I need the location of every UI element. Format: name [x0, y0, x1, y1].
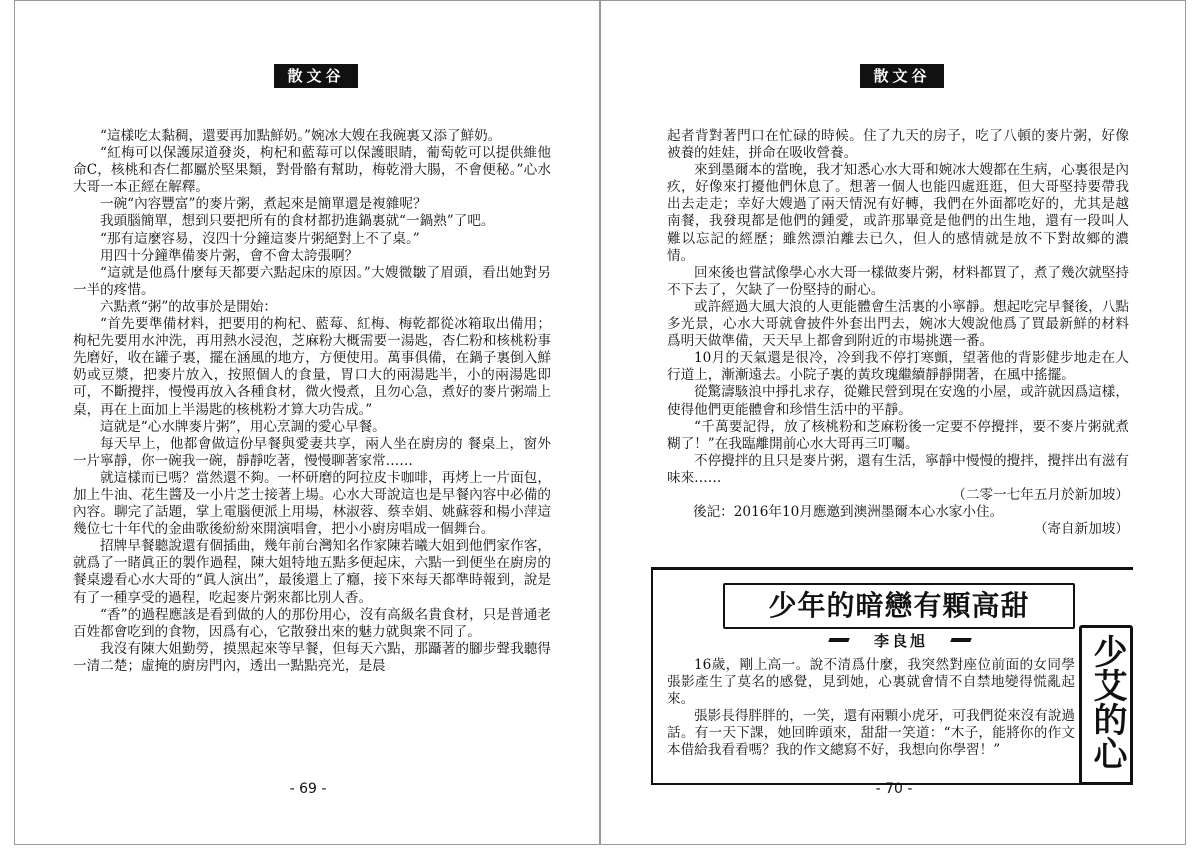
author-name: 李良旭 [873, 632, 928, 650]
author-ornament [950, 638, 971, 642]
divider [651, 567, 653, 785]
paragraph: 來到墨爾本的當晚，我才知悉心水大哥和婉冰大嫂都在生病，心裏很是內疚，好像來打擾他們休息了。想著一個人也能四處逛逛，但大哥堅持要帶我出去走走；幸好大嫂過了兩天情況有好轉，我們在外面都吃好的，尤其是越南餐，我發現都是他們的鍾愛，或許那畢竟是他們的出生地，還有一段叫人難以忘記的經歷；雖然漂泊離去已久，但人的感情就是放不下對故鄉的濃情。 [667, 162, 1129, 264]
paragraph: 六點煮“粥”的故事於是開始： [100, 298, 278, 315]
paragraph: 10月的天氣還是很冷，冷到我不停打寒顫，望著他的背影健步地走在人行道上，漸漸遠去。小院子裏的黃玫瑰繼續靜靜開著，在風中搖擺。 [667, 350, 1129, 384]
author-line [821, 630, 981, 648]
left-page [14, 0, 600, 845]
paragraph: 16歲，剛上高一。說不清爲什麼，我突然對座位前面的女同學張影產生了莫名的感覺，見到她，心裏就會情不自禁地變得慌亂起來。 [667, 657, 1075, 708]
source-note: （寄自新加坡） [1033, 521, 1129, 538]
paragraph: “那有這麼容易，沒四十分鐘這麥片粥絕對上不了桌。” [100, 230, 420, 247]
paragraph: 起者背對著門口在忙碌的時候。住了九天的房子，吃了八頓的麥片粥，好像被養的娃娃，拼命在吸收營養。 [667, 128, 1129, 162]
paragraph: “紅梅可以保護尿道發炎，枸杞和藍莓可以保護眼睛，葡萄乾可以提供維他命C，核桃和杏仁都屬於堅果類，對骨骼有幫助，梅乾滑大腸，不會便秘。”心水大哥一本正經在解釋。 [73, 145, 551, 196]
column-tag [1079, 625, 1133, 785]
paragraph: 從驚濤駭浪中掙扎求存，從難民營到現在安逸的小屋，或許就因爲這樣，使得他們更能體會和珍惜生活中的平靜。 [667, 384, 1129, 418]
essay-text [73, 128, 551, 675]
paragraph: 就這樣而已嗎？當然還不夠。一杯研磨的阿拉皮卡咖啡，再烤上一片面包，加上牛油、花生醬及一小片芝士接著上場。心水大哥說這也是早餐內容中必備的內容。聊完了話題，掌上電腦便派上用場，林淑蓉、蔡幸娟、姚蘇蓉和楊小萍這幾位七十年代的金曲歌後紛紛來開演唱會，把小小廚房唱成一個舞台。 [73, 469, 551, 538]
paragraph: “這就是他爲什麼每天都要六點起床的原因。”大嫂微皺了眉頭，看出她對另一半的疼惜。 [73, 264, 551, 298]
paragraph: 用四十分鐘準備麥片粥，會不會太誇張啊？ [100, 247, 359, 264]
page-number: - 69 - [289, 781, 327, 797]
paragraph: “香”的過程應該是看到做的人的那份用心，沒有高級名貴食材，只是普通老百姓都會吃到的食物，因爲有心，它散發出來的魅力就與衆不同了。 [73, 606, 551, 640]
paragraph: 不停攪拌的且只是麥片粥，還有生活，寧靜中慢慢的攪拌，攪拌出有滋有味來…… [667, 452, 1129, 486]
new-story-block [651, 567, 1133, 785]
story-title: 少年的暗戀有顆高甜 [768, 589, 1030, 622]
paragraph: “這樣吃太黏稠，還要再加點鮮奶。”婉冰大嫂在我碗裏又添了鮮奶。 [100, 128, 502, 144]
story-title-box [723, 583, 1075, 629]
paragraph: 招牌早餐聽說還有個插曲，幾年前台灣知名作家陳若曦大姐到他們家作客，就爲了一睹眞正的製作過程，陳大姐特地五點多便起床，六點一到便坐在廚房的餐桌邊看心水大哥的“眞人演出”，最後還上了癮，接下來每天都準時報到，說是有了一種享受的過程，吃起麥片粥來都比別人香。 [73, 538, 551, 606]
paragraph: 一碗“內容豐富”的麥片粥，煮起來是簡單還是複雜呢？ [100, 196, 427, 213]
paragraph: 回來後也嘗試像學心水大哥一樣做麥片粥，材料都買了，煮了幾次就堅持不下去了，欠缺了一份堅持的耐心。 [667, 264, 1129, 298]
author-ornament [828, 638, 849, 642]
section-tag: 散文谷 [860, 64, 944, 88]
paragraph: “首先要準備材料，把要用的枸杞、藍莓、紅梅、梅乾都從冰箱取出備用；枸杞先要用水沖洗，再用熱水浸泡，芝麻粉大概需要一湯匙，杏仁粉和核桃粉事先磨好，收在罐子裏，擺在涵風的地方，方便使用。萬事俱備，在鍋子裏倒入鮮奶或豆漿，把麥片放入，按照個人的食量，胃口大的兩湯匙半，小的兩湯匙即可，不斷攪拌，慢慢再放入各種食材，微火慢煮，且勿心急，煮好的麥片粥端上桌，再在上面加上半湯匙的核桃粉才算大功告成。” [73, 316, 551, 418]
paragraph: 這就是“心水牌麥片粥”，用心烹調的愛心早餐。 [100, 418, 386, 435]
paragraph: 張影長得胖胖的，一笑，還有兩顆小虎牙，可我們從來沒有說過話。有一天下課，她回眸頭來，甜甜一笑道：“木子，能將你的作文本借給我看看嗎？我的作文總寫不好，我想向你學習！” [667, 708, 1075, 759]
right-page [600, 0, 1186, 845]
paragraph: 我頭腦簡單，想到只要把所有的食材都扔進鍋裏就“一鍋熟”了吧。 [100, 213, 495, 230]
divider [651, 567, 1133, 570]
page-number: - 70 - [875, 781, 913, 797]
story-text [667, 657, 1075, 760]
dateline: （二零一七年五月於新加坡） [952, 486, 1129, 503]
paragraph: “千萬要記得，放了核桃粉和芝麻粉後一定要不停攪拌，要不麥片粥就煮糊了！”在我臨離開前心水大哥再三叮囑。 [667, 418, 1129, 452]
paragraph: 或許經過大風大浪的人更能體會生活裏的小寧靜。想起吃完早餐後，八點多光景，心水大哥就會披件外套出門去，婉冰大嫂說他爲了買最新鮮的材料爲明天做準備，天天早上都會到附近的市場挑選一番。 [667, 298, 1129, 350]
paragraph: 我沒有陳大姐勤勞，摸黑起來等早餐，但每天六點，那躡著的腳步聲我聽得一清二楚；虛掩的廚房門內，透出一點點亮光，是晨 [73, 640, 551, 674]
paragraph: 每天早上，他都會做這份早餐與愛妻共享，兩人坐在廚房的 餐桌上，窗外一片寧靜，你一碗我一碗，靜靜吃著，慢慢聊著家常…… [73, 435, 551, 469]
postscript: 後記：2016年10月應邀到澳洲墨爾本心水家小住。 [693, 504, 1004, 521]
section-tag: 散文谷 [274, 64, 358, 88]
essay-text [667, 128, 1129, 538]
column-name: 少艾的心 [1087, 634, 1127, 770]
